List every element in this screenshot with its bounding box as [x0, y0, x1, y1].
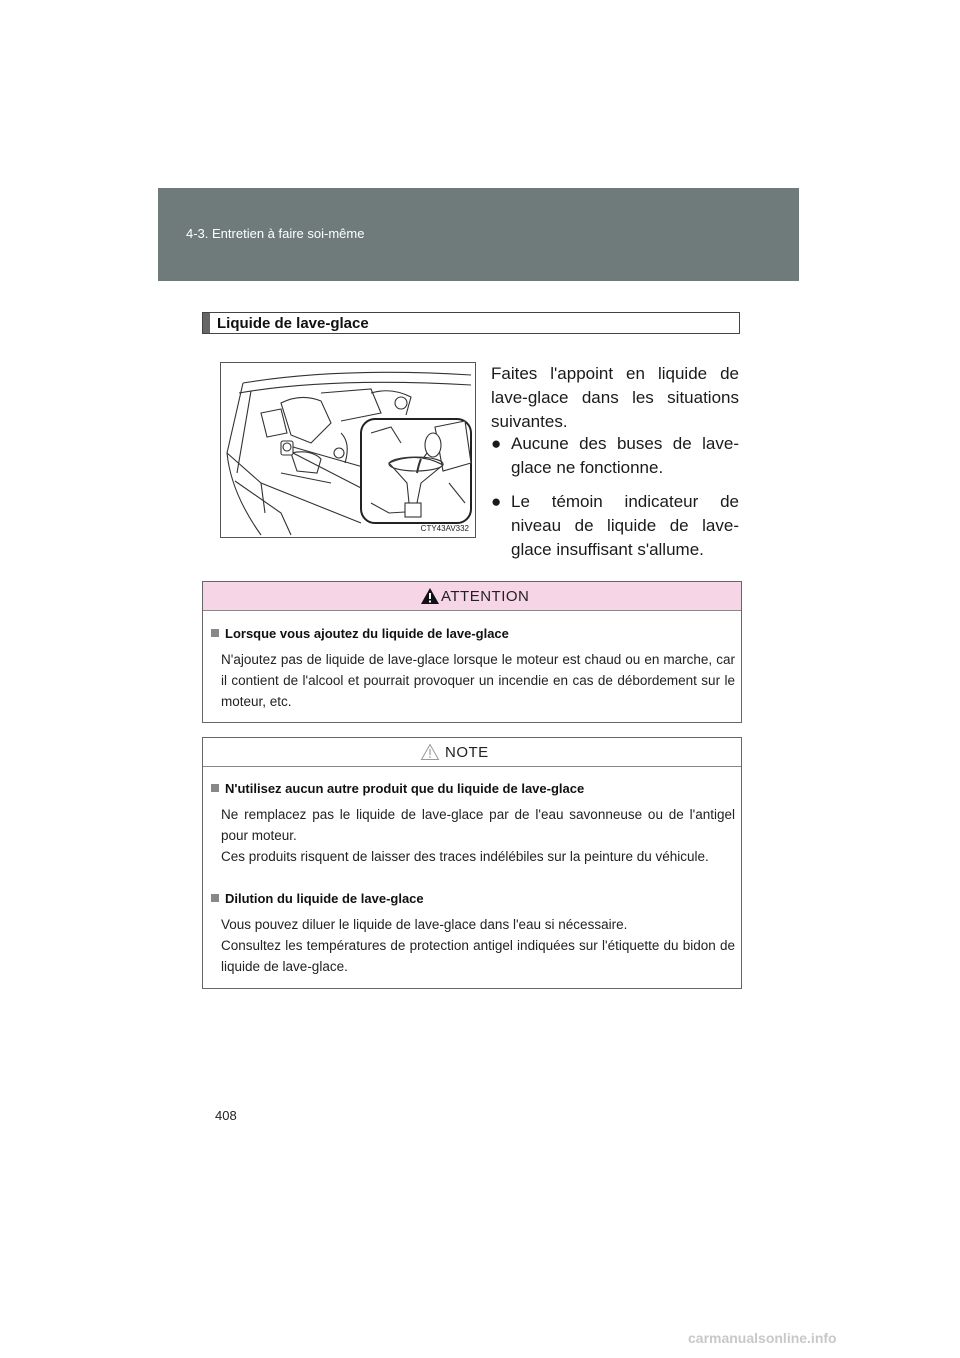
attention-header — [203, 582, 741, 611]
square-bullet-icon — [211, 784, 219, 792]
attention-item-title: Lorsque vous ajoutez du liquide de lave-glace — [211, 626, 509, 641]
intro-text: Faites l'appoint en liquide de lave-glace dans les situations suivantes. — [491, 364, 739, 431]
bullet-text: Aucune des buses de lave-glace ne fonctionne. — [511, 434, 739, 477]
note-item-title: Dilution du liquide de lave-glace — [211, 891, 424, 906]
engine-bay-illustration — [220, 362, 476, 538]
square-bullet-icon — [211, 629, 219, 637]
page-number: 408 — [215, 1108, 237, 1123]
bullet-dot-icon: ● — [491, 492, 502, 511]
note-item-title: N'utilisez aucun autre produit que du liquide de lave-glace — [211, 781, 584, 796]
illustration-code: CTY43AV332 — [420, 524, 469, 533]
watermark: carmanualsonline.info — [688, 1330, 837, 1346]
section-title: Liquide de lave-glace — [217, 315, 369, 332]
note-box — [202, 737, 742, 989]
note-header — [203, 738, 741, 767]
engine-bay-drawing — [221, 363, 475, 537]
attention-label: ATTENTION — [441, 588, 530, 605]
bullet-text: Le témoin indicateur de niveau de liquide de lave-glace insuffisant s'allume. — [511, 492, 739, 559]
warning-triangle-icon — [420, 587, 440, 605]
header-band — [158, 188, 799, 281]
bullet-item — [491, 432, 739, 480]
section-marker — [203, 313, 210, 333]
note-item-body: Ne remplacez pas le liquide de lave-glace par de l'eau savonneuse ou de l'antigel pour moteur. Ces produits risquent de laisser des traces indélébiles sur la peinture du véhicule. — [221, 807, 735, 864]
attention-item-body: N'ajoutez pas de liquide de lave-glace lorsque le moteur est chaud ou en marche, car il contient de l'alcool et pourrait provoquer un incendie en cas de débordement sur le moteur, etc. — [221, 652, 735, 709]
square-bullet-icon — [211, 894, 219, 902]
warning-outline-icon — [420, 743, 440, 761]
section-breadcrumb: 4-3. Entretien à faire soi-même — [186, 226, 365, 241]
note-label: NOTE — [445, 744, 489, 761]
section-title-bar — [202, 312, 740, 334]
bullet-item — [491, 490, 739, 562]
note-item-body: Vous pouvez diluer le liquide de lave-glace dans l'eau si nécessaire. Consultez les températures de protection antigel indiquées sur l'étiquette du bidon de liquide de lave-glace. — [221, 917, 735, 974]
bullet-dot-icon: ● — [491, 434, 502, 453]
attention-box — [202, 581, 742, 723]
